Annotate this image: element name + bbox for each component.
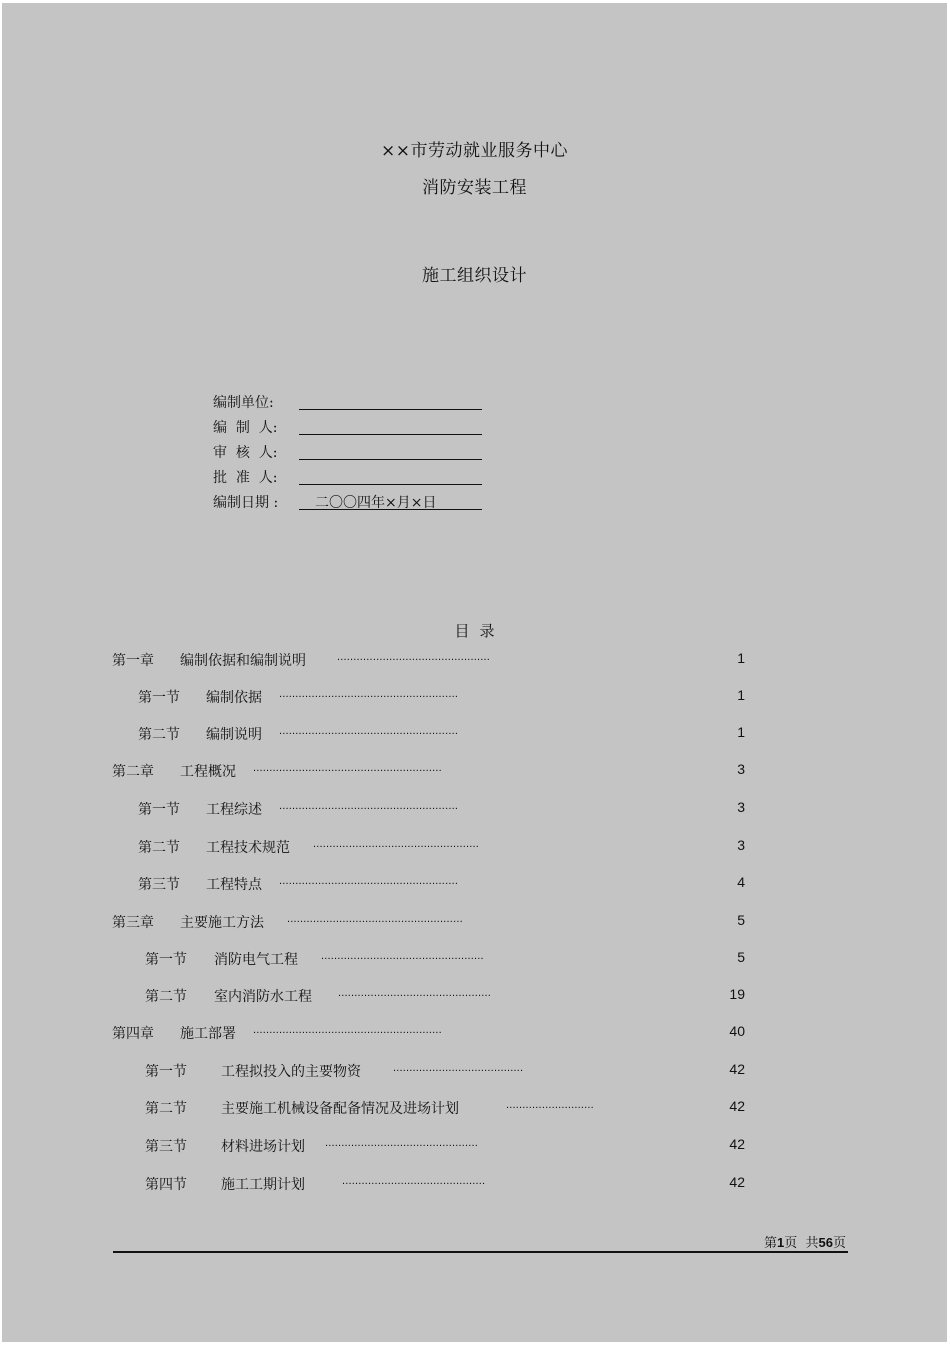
toc-entry-number: 第二节: [138, 840, 180, 856]
toc-entry[interactable]: [2, 761, 947, 783]
toc-entry[interactable]: [2, 1136, 947, 1158]
info-row-editor: [213, 417, 493, 439]
toc-entry-number: 第四章: [112, 1026, 154, 1042]
toc-entry-title: 消防电气工程: [214, 952, 298, 968]
page-counter: [764, 1232, 846, 1251]
info-row-reviewer: [213, 442, 493, 464]
toc-entry[interactable]: [2, 650, 947, 672]
cover-title-document: 施工组织设计: [422, 266, 527, 286]
info-blank-line: [299, 484, 482, 485]
toc-entry-number: 第一章: [112, 653, 154, 669]
toc-entry-title: 室内消防水工程: [214, 989, 312, 1005]
footer-rule: [113, 1251, 848, 1253]
toc-entry-leader-dots: .......................................................: [279, 688, 459, 700]
toc-entry-number: 第三章: [112, 915, 154, 931]
cover-title-organization: ××市劳动就业服务中心: [381, 141, 568, 161]
document-page: [2, 3, 947, 1342]
toc-entry-leader-dots: ...................................................: [313, 838, 480, 850]
toc-entry-page-number: 42: [729, 1098, 745, 1114]
toc-entry-number: 第一节: [145, 1064, 187, 1080]
toc-entry-leader-dots: ..................................................: [321, 950, 484, 962]
info-blank-line: [299, 509, 482, 510]
toc-entry-page-number: 19: [729, 986, 745, 1002]
toc-entry-title: 主要施工方法: [180, 915, 264, 931]
info-label-unit: 编制单位:: [213, 395, 274, 411]
toc-entry-title: 工程综述: [206, 802, 262, 818]
toc-entry[interactable]: [2, 724, 947, 746]
toc-entry-number: 第二章: [112, 764, 154, 780]
toc-entry-title: 施工部署: [180, 1026, 236, 1042]
toc-entry-number: 第二节: [138, 727, 180, 743]
info-label-date: 编制日期 :: [213, 495, 279, 511]
toc-entry-leader-dots: ......................................................: [287, 913, 463, 925]
page-number: 1: [777, 1235, 785, 1250]
total-suffix: 页: [833, 1236, 847, 1251]
toc-entry[interactable]: [2, 1174, 947, 1196]
info-label-editor: 编 制 人:: [213, 420, 278, 436]
toc-entry-number: 第一节: [138, 802, 180, 818]
toc-entry[interactable]: [2, 1023, 947, 1045]
toc-entry-number: 第三节: [145, 1139, 187, 1155]
toc-entry[interactable]: [2, 912, 947, 934]
toc-entry-leader-dots: .......................................................: [279, 725, 459, 737]
page-prefix: 第: [764, 1236, 778, 1251]
info-value-date: 二〇〇四年×月×日: [315, 495, 437, 511]
info-label-reviewer: 审 核 人:: [213, 445, 278, 461]
toc-entry[interactable]: [2, 986, 947, 1008]
toc-entry-number: 第一节: [145, 952, 187, 968]
toc-heading: 目录: [454, 622, 505, 640]
toc-entry-page-number: 1: [737, 650, 745, 666]
info-row-approver: [213, 467, 493, 489]
toc-entry-page-number: 4: [737, 874, 745, 890]
toc-entry-page-number: 3: [737, 799, 745, 815]
toc-entry-leader-dots: ............................................: [342, 1175, 486, 1187]
cover-title-project: 消防安装工程: [422, 178, 527, 198]
toc-entry-page-number: 1: [737, 687, 745, 703]
toc-entry-number: 第四节: [145, 1177, 187, 1193]
toc-entry-title: 工程技术规范: [206, 840, 290, 856]
info-row-date: [213, 492, 493, 514]
toc-entry[interactable]: [2, 837, 947, 859]
toc-entry-title: 编制说明: [206, 727, 262, 743]
toc-entry-leader-dots: .......................................................: [279, 800, 459, 812]
toc-entry-page-number: 3: [737, 837, 745, 853]
toc-entry-leader-dots: .......................................................: [279, 875, 459, 887]
toc-entry-leader-dots: ...............................................: [337, 651, 491, 663]
toc-entry-page-number: 5: [737, 912, 745, 928]
page-suffix: 页: [784, 1236, 798, 1251]
toc-entry-title: 施工工期计划: [221, 1177, 305, 1193]
toc-entry-leader-dots: ...............................................: [325, 1137, 479, 1149]
toc-entry-title: 工程拟投入的主要物资: [221, 1064, 361, 1080]
info-row-unit: [213, 392, 493, 414]
toc-entry-page-number: 40: [729, 1023, 745, 1039]
toc-entry-number: 第一节: [138, 690, 180, 706]
toc-entry-title: 材料进场计划: [221, 1139, 305, 1155]
toc-entry-page-number: 3: [737, 761, 745, 777]
toc-entry-title: 编制依据和编制说明: [180, 653, 306, 669]
toc-entry-number: 第三节: [138, 877, 180, 893]
toc-entry-page-number: 42: [729, 1061, 745, 1077]
toc-entry-page-number: 5: [737, 949, 745, 965]
toc-entry-leader-dots: ...........................: [506, 1099, 594, 1111]
toc-entry-leader-dots: ...............................................: [338, 987, 492, 999]
toc-entry-title: 编制依据: [206, 690, 262, 706]
toc-entry[interactable]: [2, 949, 947, 971]
toc-entry-page-number: 42: [729, 1174, 745, 1190]
toc-entry-leader-dots: ........................................: [393, 1062, 524, 1074]
info-label-approver: 批 准 人:: [213, 470, 278, 486]
toc-entry-number: 第二节: [145, 989, 187, 1005]
toc-entry-leader-dots: ..........................................................: [253, 1024, 442, 1036]
toc-entry-number: 第二节: [145, 1101, 187, 1117]
total-prefix: 共: [805, 1236, 819, 1251]
toc-entry[interactable]: [2, 1061, 947, 1083]
info-blank-line: [299, 459, 482, 460]
toc-entry-title: 主要施工机械设备配备情况及进场计划: [221, 1101, 459, 1117]
toc-entry[interactable]: [2, 687, 947, 709]
info-blank-line: [299, 409, 482, 410]
toc-entry-title: 工程概况: [180, 764, 236, 780]
info-blank-line: [299, 434, 482, 435]
toc-entry[interactable]: [2, 1098, 947, 1120]
total-pages: 56: [818, 1235, 834, 1250]
toc-entry-page-number: 1: [737, 724, 745, 740]
toc-entry-page-number: 42: [729, 1136, 745, 1152]
toc-entry-leader-dots: ..........................................................: [253, 762, 442, 774]
toc-entry[interactable]: [2, 874, 947, 896]
toc-entry[interactable]: [2, 799, 947, 821]
toc-entry-title: 工程特点: [206, 877, 262, 893]
